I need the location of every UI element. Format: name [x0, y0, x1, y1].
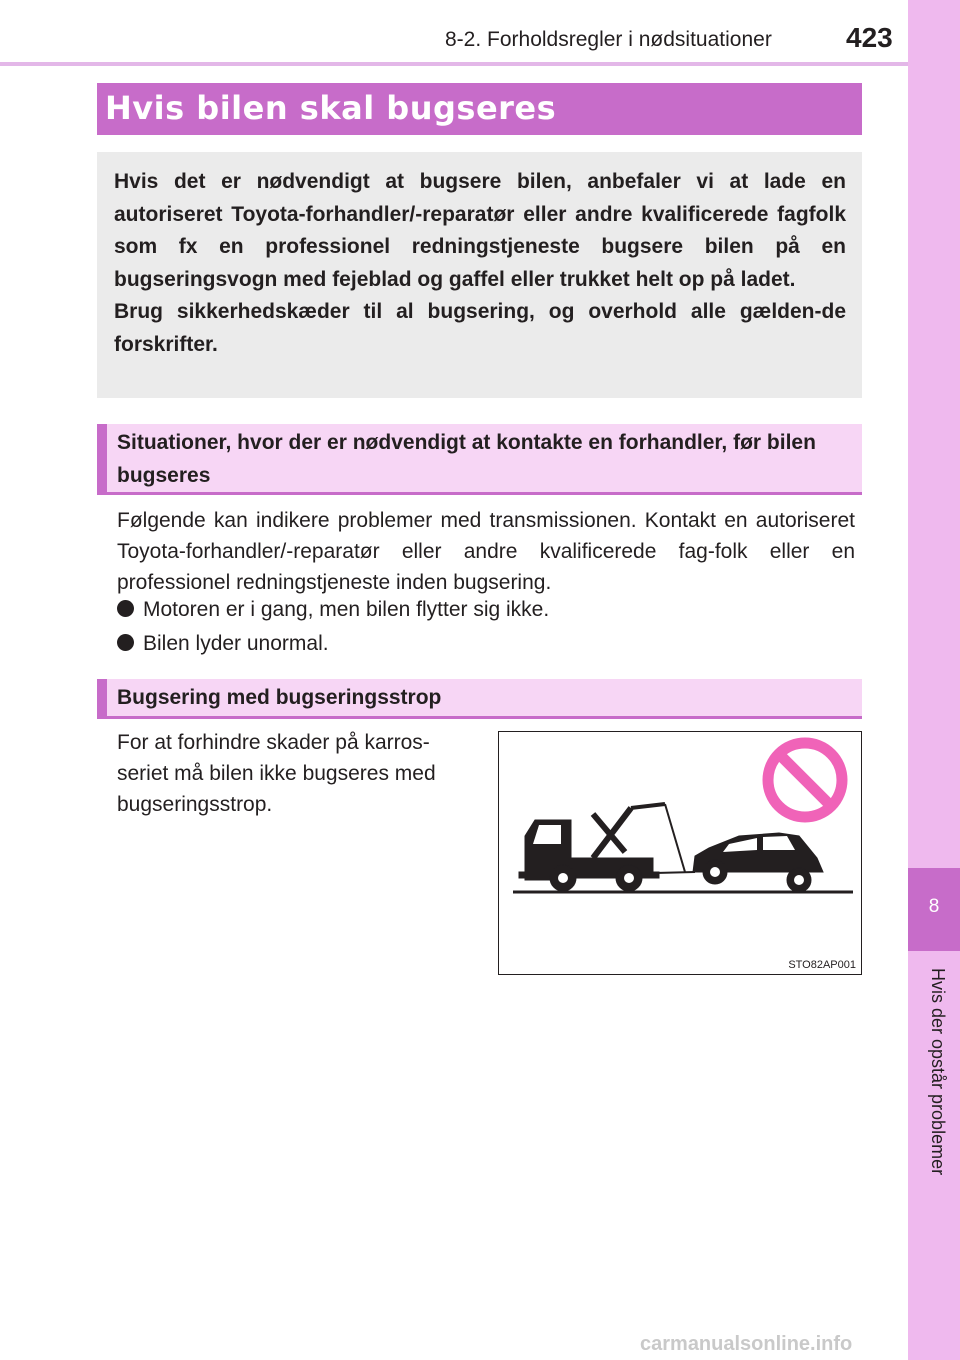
section-heading-contact-dealer: Situationer, hvor der er nødvendigt at kontakte en forhandler, før bilen bugseres	[97, 424, 862, 495]
bullet-item	[117, 598, 549, 622]
chapter-title: Hvis der opstår problemer	[928, 968, 948, 1176]
tow-truck-illustration	[499, 732, 861, 974]
page-number: 423	[846, 22, 893, 53]
intro-paragraph: Hvis det er nødvendigt at bugsere bilen, anbefaler vi at lade en autoriseret Toyota-forhandler/-reparatør eller andre kvalificerede fagfolk som fx en professionel redningstjeneste bugsere bilen på en bugseringsvogn med fejeblad og gaffel eller trukket helt op på ladet.	[114, 170, 846, 291]
section-body: Følgende kan indikere problemer med transmissionen. Kontakt en autoriseret Toyota-forhandler/-reparatør eller andre kvalificerede fag-folk eller en professionel redningstjeneste inden bugsering.	[117, 509, 855, 594]
chapter-side-tab[interactable]	[908, 0, 960, 1360]
bullet-text: Motoren er i gang, men bilen flytter sig ikke.	[143, 598, 550, 621]
bullet-text: Bilen lyder unormal.	[143, 632, 329, 655]
header-rule	[0, 62, 908, 66]
section-label: 8-2. Forholdsregler i nødsituationer	[445, 28, 772, 51]
tow-truck-icon	[519, 804, 685, 891]
bullet-dot-icon	[117, 634, 134, 651]
tow-strap-figure	[498, 731, 862, 975]
section-body: For at forhindre skader på karros-seriet må bilen ikke bugseres med bugseringsstrop.	[117, 731, 436, 816]
section-heading-tow-strap: Bugsering med bugseringsstrop	[97, 679, 862, 719]
page-title: Hvis bilen skal bugseres	[105, 89, 557, 127]
car-icon	[693, 833, 823, 892]
prohibition-icon	[768, 743, 842, 817]
figure-code: STO82AP001	[788, 959, 856, 971]
intro-box	[97, 152, 862, 398]
intro-paragraph: Brug sikkerhedskæder til al bugsering, og overhold alle gælden-de forskrifter.	[114, 300, 846, 356]
page-title-bar	[97, 83, 862, 135]
chapter-number: 8	[928, 896, 940, 917]
watermark: carmanualsonline.info	[640, 1333, 853, 1355]
bullet-item	[117, 632, 329, 656]
bullet-dot-icon	[117, 600, 134, 617]
